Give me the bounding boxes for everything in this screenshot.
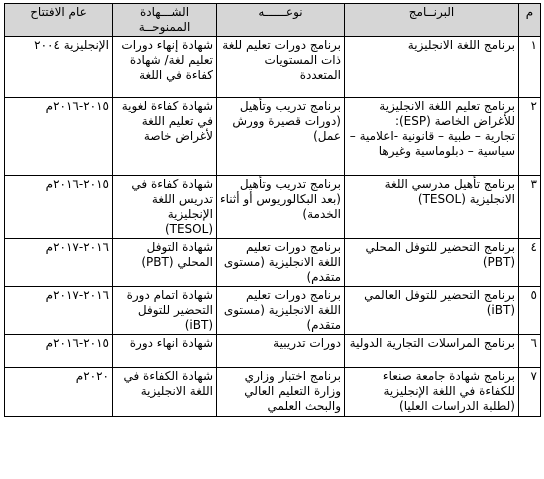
- program-name: برنامج المراسلات التجارية الدولية: [345, 335, 519, 368]
- row-number: ٢: [519, 98, 541, 176]
- program-certificate: شهادة التوفل المحلي (PBT): [113, 239, 217, 287]
- program-year: ٢٠١٥-٢٠١٦م: [5, 98, 113, 176]
- program-year: ٢٠٢٠م: [5, 368, 113, 417]
- table-row: [5, 287, 541, 335]
- program-type: برنامج دورات تعليم للغة ذات المستويات المتعددة: [217, 37, 345, 98]
- program-year: ٢٠١٥-٢٠١٦م: [5, 176, 113, 239]
- program-name: برنامج شهادة جامعة صنعاء للكفاءة في اللغة الإنجليزية (لطلبة الدراسات العليا): [345, 368, 519, 417]
- programs-table: [4, 3, 541, 417]
- program-certificate: شهادة كفاءة لغوية في تعليم اللغة لأغراض خاصة: [113, 98, 217, 176]
- header-program: البرنــامج: [345, 4, 519, 37]
- program-certificate: شهادة اتمام دورة التحضير للتوفل (iBT): [113, 287, 217, 335]
- table-row: [5, 37, 541, 98]
- table-row: [5, 368, 541, 417]
- program-name: برنامج تأهيل مدرسي اللغة الانجليزية (TESOL): [345, 176, 519, 239]
- header-certificate: الشـــهادة الممنوحــة: [113, 4, 217, 37]
- program-year: الإنجليزية ٢٠٠٤: [5, 37, 113, 98]
- header-opening-year: عام الافتتاح: [5, 4, 113, 37]
- row-number: ٣: [519, 176, 541, 239]
- table-row: [5, 335, 541, 368]
- row-number: ٥: [519, 287, 541, 335]
- program-type: برنامج دورات تعليم اللغة الانجليزية (مستوى متقدم): [217, 239, 345, 287]
- program-certificate: شهادة كفاءة في تدريس اللغة الإنجليزية (TESOL): [113, 176, 217, 239]
- program-type: برنامج تدريب وتأهيل (بعد البكالوريوس أو أثناء الخدمة): [217, 176, 345, 239]
- row-number: ٧: [519, 368, 541, 417]
- program-name: برنامج التحضير للتوفل المحلي (PBT): [345, 239, 519, 287]
- program-name: برنامج تعليم اللغة الانجليزية للأغراض الخاصة (ESP): تجارية – طبية – قانونية -اعلامية – سياسية – دبلوماسية وغيرها: [345, 98, 519, 176]
- table-row: [5, 98, 541, 176]
- program-certificate: شهادة الكفاءة في اللغة الانجليزية: [113, 368, 217, 417]
- program-type: برنامج دورات تعليم اللغة الانجليزية (مستوى متقدم): [217, 287, 345, 335]
- table-row: [5, 176, 541, 239]
- program-type: دورات تدريبية: [217, 335, 345, 368]
- header-number: م: [519, 4, 541, 37]
- row-number: ١: [519, 37, 541, 98]
- row-number: ٦: [519, 335, 541, 368]
- table-header-row: [5, 4, 541, 37]
- program-year: ٢٠١٦-٢٠١٧م: [5, 287, 113, 335]
- programs-table-container: [4, 3, 540, 417]
- program-type: برنامج تدريب وتأهيل (دورات قصيرة وورش عمل): [217, 98, 345, 176]
- program-certificate: شهادة انهاء دورة: [113, 335, 217, 368]
- table-row: [5, 239, 541, 287]
- program-name: برنامج اللغة الانجليزية: [345, 37, 519, 98]
- row-number: ٤: [519, 239, 541, 287]
- program-type: برنامج اختبار وزاري وزارة التعليم العالي والبحث العلمي: [217, 368, 345, 417]
- program-name: برنامج التحضير للتوفل العالمي (iBT): [345, 287, 519, 335]
- program-year: ٢٠١٥-٢٠١٦م: [5, 335, 113, 368]
- program-year: ٢٠١٦-٢٠١٧م: [5, 239, 113, 287]
- program-certificate: شهادة إنهاء دورات تعليم لغة/ شهادة كفاءة في اللغة: [113, 37, 217, 98]
- header-type: نوعــــــه: [217, 4, 345, 37]
